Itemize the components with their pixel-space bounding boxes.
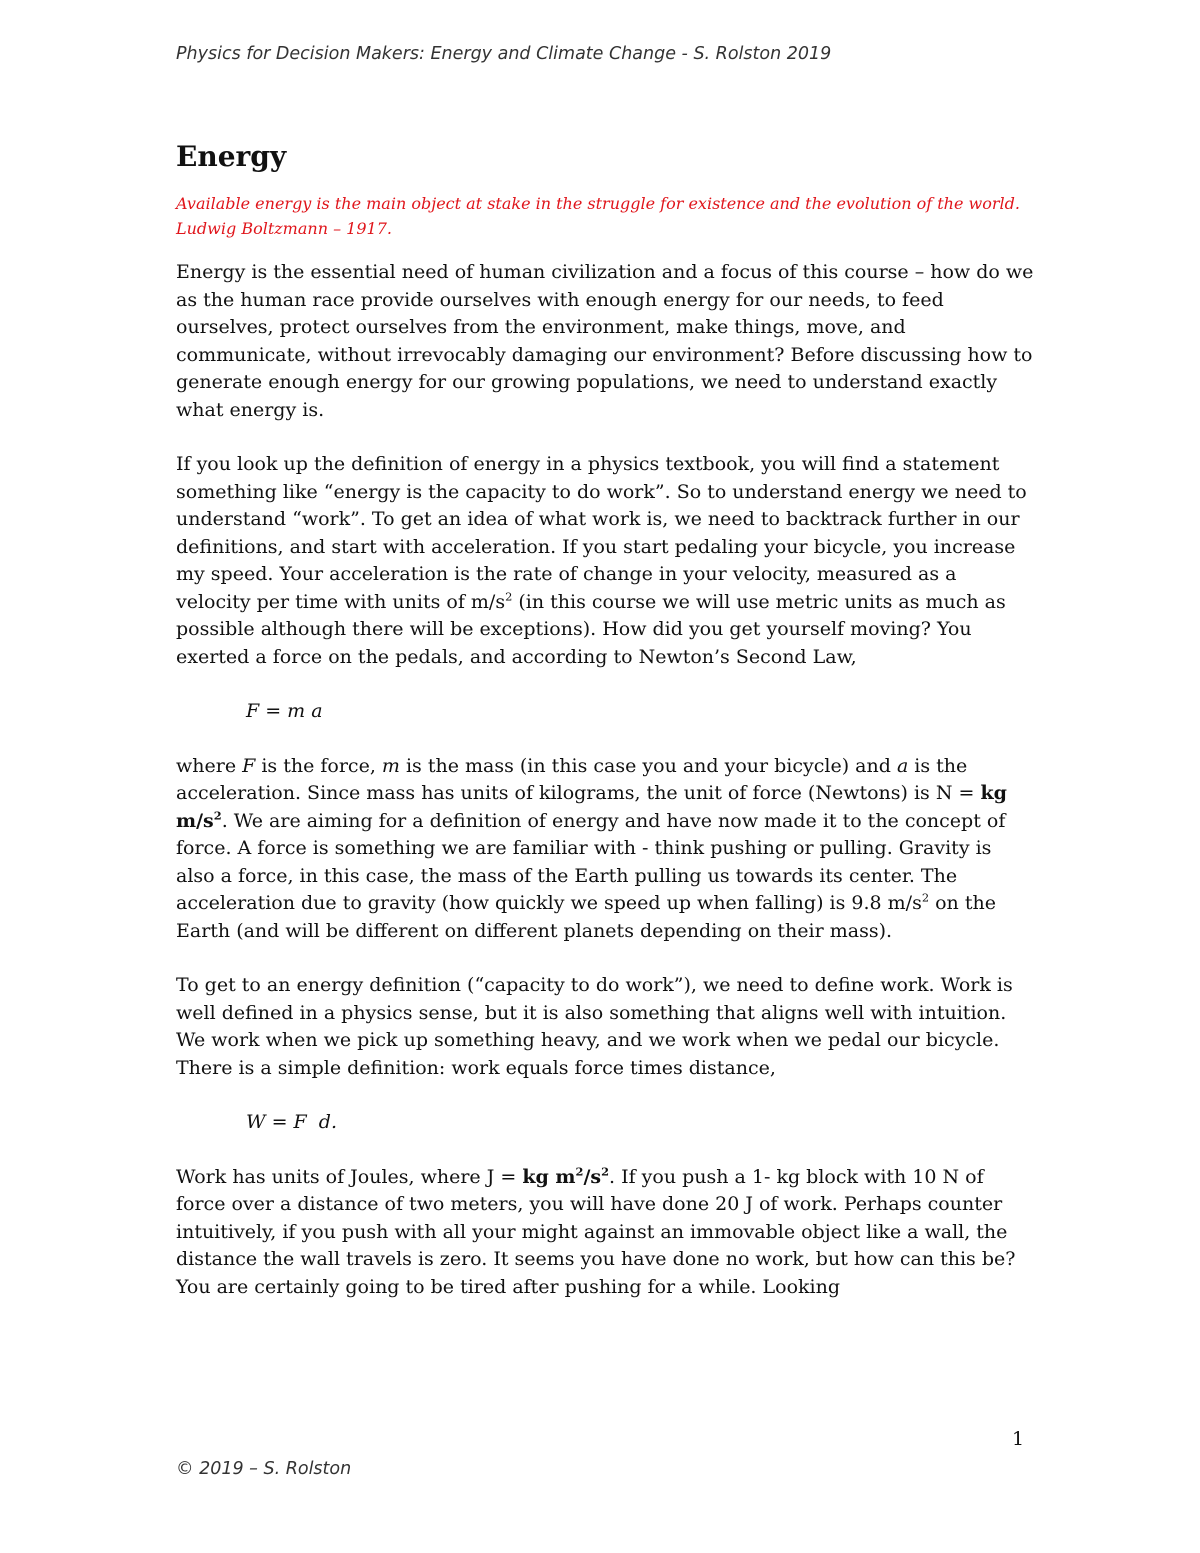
unit-bold: /s bbox=[583, 1165, 602, 1188]
copyright-text: 2019 – S. Rolston bbox=[193, 1459, 352, 1479]
superscript: 2 bbox=[601, 1164, 610, 1179]
unit-bold: kg m bbox=[522, 1165, 576, 1188]
superscript: 2 bbox=[505, 589, 513, 604]
paragraph-text: . We are aiming for a definition of energy and have now made it to the concept of force. A force is something we are familiar with - think pushing or pulling. Gravity is also a force, in this case, the mass of the Earth pulling us towards its center. The acceleration due to gravity (how quickly we speed up when falling) is 9.8 m/s bbox=[176, 809, 1006, 914]
equation-work: W = F d. bbox=[246, 1111, 337, 1133]
page-number: 1 bbox=[1012, 1428, 1025, 1450]
paragraph-text: . If you push a 1- kg block with 10 N of force over a distance of two meters, you will have done 20 J of work. Perhaps counter intuitively, if you push with all your might against an immovable object like a wall, the distance the wall travels is zero. It seems you have done no work, but how can this be? You are certainly going to be tired after pushing for a while. Looking bbox=[176, 1165, 1016, 1298]
paragraph-text: (in this course we will use metric units as much as possible although there will be exceptions). How did you get yourself moving? You exerted a force on the pedals, and according to Newton’s Second Law, bbox=[176, 590, 1006, 668]
paragraph-text: where bbox=[176, 754, 243, 777]
unit-bold: kg m/s bbox=[176, 782, 1007, 832]
copyright-icon: © bbox=[176, 1459, 194, 1479]
paragraph-intro: Energy is the essential need of human civilization and a focus of this course – how do we as the human race provide ourselves with enough energy for our needs, to feed ourselves, protect ourselves from the environment, make things, move, and communicate, without irrevocably damaging our environment? Before discussing how to generate enough energy for our growing populations, we need to understand exactly what energy is. bbox=[176, 261, 1034, 421]
paragraph-force bbox=[176, 753, 1036, 946]
paragraph-definition bbox=[176, 451, 1036, 671]
paragraph-text: on the Earth (and will be different on different planets depending on their mass). bbox=[176, 892, 996, 942]
paragraph-text: is the force, bbox=[255, 754, 382, 777]
paragraph-joules bbox=[176, 1164, 1036, 1302]
superscript: 2 bbox=[921, 890, 930, 905]
epigraph-quote: Available energy is the main object at stake in the struggle for existence and the evolution of the world. Ludwig Boltzmann – 1917. bbox=[176, 194, 1020, 238]
running-header: Physics for Decision Makers: Energy and Climate Change - S. Rolston 2019 bbox=[176, 44, 832, 64]
footer-copyright bbox=[176, 1459, 351, 1479]
paragraph-text: is the mass (in this case you and your bicycle) and bbox=[399, 754, 897, 777]
paragraph-text: Work has units of Joules, where J = bbox=[176, 1165, 523, 1188]
paragraph-work: To get to an energy definition (“capacity to do work”), we need to define work. Work is well defined in a physics sense, but it is also something that aligns well with intuition. We work when we pick up something heavy, and we work when we pedal our bicycle. There is a simple definition: work equals force times distance, bbox=[176, 974, 1013, 1079]
superscript: 2 bbox=[575, 1164, 584, 1179]
equation-newton: F = m a bbox=[246, 700, 323, 722]
paragraph-text: is the acceleration. Since mass has units of kilograms, the unit of force (Newtons) is N = bbox=[176, 754, 981, 804]
superscript: 2 bbox=[213, 808, 222, 823]
document-body bbox=[176, 140, 1036, 1328]
variable-a: a bbox=[896, 754, 909, 777]
variable-m: m bbox=[381, 754, 400, 777]
variable-f: F bbox=[242, 754, 256, 777]
section-title: Energy bbox=[176, 140, 287, 173]
paragraph-text: If you look up the definition of energy in a physics textbook, you will find a statement something like “energy is the capacity to do work”. So to understand energy we need to understand “work”. To get an idea of what work is, we need to backtrack further in our definitions, and start with acceleration. If you start pedaling your bicycle, you increase my speed. Your acceleration is the rate of change in your velocity, measured as a velocity per time with units of m/s bbox=[176, 453, 1027, 613]
